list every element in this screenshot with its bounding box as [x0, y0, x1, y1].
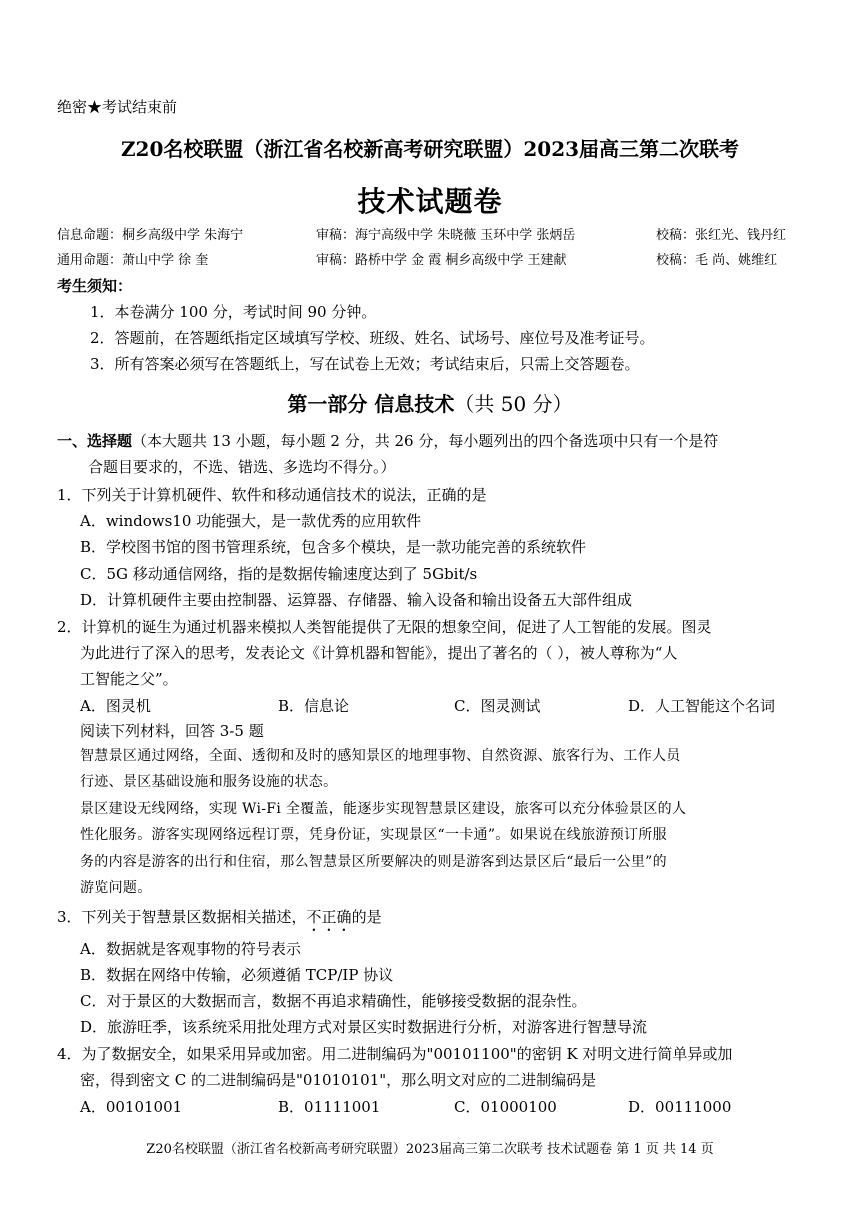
- question-3-option-d: D．旅游旺季，该系统采用批处理方式对景区实时数据进行分析，对游客进行智慧导流: [80, 1018, 648, 1036]
- question-4-line: 密，得到密文 C 的二进制编码是"01010101"，那么明文对应的二进制编码是: [80, 1071, 597, 1089]
- question-1-option-b: B．学校图书馆的图书管理系统，包含多个模块，是一款功能完善的系统软件: [80, 538, 587, 556]
- question-3-stem-post: 的是: [351, 908, 382, 926]
- question-4-option-d: D．00111000: [628, 1098, 732, 1116]
- material-line: 性化服务。游客实现网络远程订票，凭身份证，实现景区“一卡通”。如果说在线旅游预订所服: [80, 827, 667, 843]
- question-3-option-b: B．数据在网络中传输，必须遵循 TCP/IP 协议: [80, 966, 394, 984]
- notice-item: 1．本卷满分 100 分，考试时间 90 分钟。: [90, 303, 377, 321]
- question-4-option-c: C．01000100: [454, 1098, 557, 1116]
- staff-reviewer-2: 审稿：路桥中学 金 霞 桐乡高级中学 王建献: [316, 253, 567, 268]
- confidential-mark: 绝密★考试结束前: [57, 98, 178, 116]
- section-title: [0, 389, 860, 419]
- question-2-option-a: A．图灵机: [80, 697, 151, 715]
- question-2-line: 为此进行了深入的思考，发表论文《计算机器和智能》，提出了著名的（ ），被人尊称为“人: [80, 644, 678, 662]
- question-3-option-a: A．数据就是客观事物的符号表示: [80, 940, 301, 958]
- part-heading-cont: 合题目要求的，不选、错选、多选均不得分。）: [88, 458, 396, 476]
- question-4-option-b: B．01111001: [278, 1098, 381, 1116]
- section-title-main: 第一部分 信息技术: [287, 392, 455, 416]
- question-4-line: 4．为了数据安全，如果采用异或加密。用二进制编码为"00101100"的密钥 K 对明文进行简单异或加: [57, 1045, 733, 1063]
- question-3-emphasis: 不正确: [306, 908, 352, 926]
- material-line: 景区建设无线网络，实现 Wi-Fi 全覆盖，能逐步实现智慧景区建设，旅客可以充分体验景区的人: [80, 801, 687, 817]
- staff-proofreader-1: 校稿：张红光、钱丹红: [656, 228, 787, 243]
- question-2-option-b: B．信息论: [278, 697, 350, 715]
- question-1-stem: 1．下列关于计算机硬件、软件和移动通信技术的说法，正确的是: [57, 486, 487, 504]
- staff-author-1: 信息命题：桐乡高级中学 朱海宁: [57, 228, 244, 243]
- question-2-line: 工智能之父”。: [80, 670, 178, 688]
- notice-heading: 考生须知：: [57, 277, 133, 295]
- question-1-option-d: D．计算机硬件主要由控制器、运算器、存储器、输入设备和输出设备五大部件组成: [80, 591, 633, 609]
- question-3-stem: [57, 904, 382, 935]
- subject-title: 技术试题卷: [357, 185, 503, 218]
- notice-item: 3．所有答案必须写在答题纸上，写在试卷上无效；考试结束后，只需上交答题卷。: [90, 355, 640, 373]
- exam-title: Z20名校联盟（浙江省名校新高考研究联盟）2023届高三第二次联考: [120, 137, 740, 161]
- notice-item: 2．答题前，在答题纸指定区域填写学校、班级、姓名、试场号、座位号及准考证号。: [90, 329, 655, 347]
- question-1-option-a: A．windows10 功能强大，是一款优秀的应用软件: [80, 512, 422, 530]
- staff-proofreader-2: 校稿：毛 尚、姚维红: [656, 253, 778, 268]
- question-3-stem-pre: 3．下列关于智慧景区数据相关描述，: [57, 908, 307, 926]
- part-heading: [57, 428, 718, 454]
- question-2-option-c: C．图灵测试: [454, 697, 541, 715]
- material-intro: 阅读下列材料，回答 3-5 题: [80, 722, 264, 740]
- part-heading-label: 一、选择题: [57, 432, 133, 450]
- material-line: 行迹、景区基础设施和服务设施的状态。: [80, 774, 338, 790]
- staff-reviewer-1: 审稿：海宁高级中学 朱晓薇 玉环中学 张炳岳: [316, 228, 576, 243]
- material-line: 务的内容是游客的出行和住宿，那么智慧景区所要解决的则是游客到达景区后“最后一公里”的: [80, 854, 667, 870]
- part-heading-text: （本大题共 13 小题，每小题 2 分，共 26 分，每小题列出的四个备选项中只有一个是符: [132, 432, 719, 450]
- question-2-option-d: D．人工智能这个名词: [628, 697, 776, 715]
- question-3-option-c: C．对于景区的大数据而言，数据不再追求精确性，能够接受数据的混杂性。: [80, 992, 587, 1010]
- section-title-score: （共 50 分）: [454, 392, 573, 416]
- question-4-option-a: A．00101001: [80, 1098, 183, 1116]
- question-1-option-c: C．5G 移动通信网络，指的是数据传输速度达到了 5Gbit/s: [80, 565, 478, 583]
- staff-author-2: 通用命题：萧山中学 徐 奎: [57, 253, 209, 268]
- page-footer: Z20名校联盟（浙江省名校新高考研究联盟）2023届高三第二次联考 技术试题卷 第 1 页 共 14 页: [146, 1142, 714, 1157]
- material-line: 游览问题。: [80, 880, 152, 896]
- question-2-line: 2．计算机的诞生为通过机器来模拟人类智能提供了无限的想象空间，促进了人工智能的发展。图灵: [57, 618, 712, 636]
- material-line: 智慧景区通过网络，全面、透彻和及时的感知景区的地理事物、自然资源、旅客行为、工作人员: [80, 748, 681, 764]
